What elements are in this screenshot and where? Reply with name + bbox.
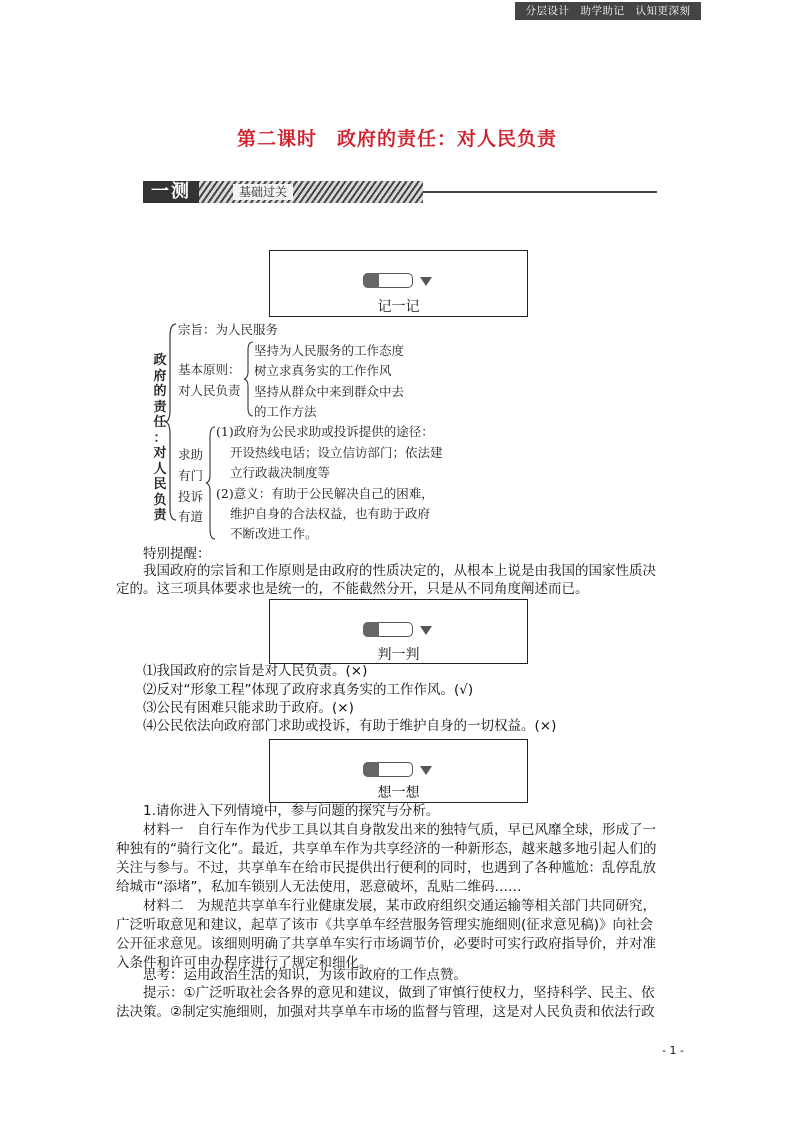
help-label-4: 有道 [178, 509, 204, 524]
help-5: 维护自身的合法权益，也有助于政府 [230, 506, 431, 521]
page-title: 第二课时 政府的责任：对人民负责 [236, 128, 557, 150]
judge-label: 判一判 [377, 647, 420, 663]
principle-brace-icon [244, 340, 254, 418]
triangle-down-icon [420, 766, 432, 775]
banner-divider [423, 191, 657, 193]
help-brace-icon [206, 425, 216, 541]
toggle-icon [363, 762, 413, 777]
principle-2: 树立求真务实的工作作风 [254, 363, 392, 378]
triangle-down-icon [420, 626, 432, 635]
help-label-2: 有门 [178, 468, 204, 483]
think-line-5: 给城市“添堵”，私加车锁别人无法使用，恶意破坏，乱贴二维码…… [116, 879, 522, 895]
judge-item-2: ⑵反对“形象工程”体现了政府求真务实的工作作风。(√) [143, 682, 474, 698]
triangle-down-icon [420, 277, 432, 286]
think-line-6: 材料二 为规范共享单车行业健康发展，某市政府组织交通运输等相关部门共同研究， [143, 898, 656, 914]
think-line-7: 广泛听取意见和建议，起草了该市《共享单车经营服务管理实施细则(征求意见稿)》向社会 [116, 917, 654, 933]
think-line-3: 种独有的“骑行文化”。最近，共享单车作为共享经济的一种新形态，越来越多地引起人们的 [116, 841, 657, 857]
think-label: 想一想 [377, 785, 420, 801]
banner-label-test: 一测 [143, 181, 199, 203]
remember-box [269, 250, 528, 317]
help-3: 立行政裁决制度等 [230, 465, 331, 480]
remember-label: 记一记 [377, 299, 420, 315]
diagram-tenet: 宗旨：为人民服务 [178, 322, 279, 337]
principle-1: 坚持为人民服务的工作态度 [254, 343, 405, 358]
principle-4: 的工作方法 [254, 404, 317, 419]
judge-box [269, 599, 528, 664]
toggle-icon [363, 622, 413, 637]
judge-item-3: ⑶公民有困难只能求助于政府。(×) [143, 700, 354, 716]
section-banner [143, 181, 701, 203]
think-line-12: 法决策。②制定实施细则，加强对共享单车市场的监督与管理，这是对人民负责和依法行政 [116, 1004, 655, 1020]
help-label-3: 投诉 [178, 489, 204, 504]
help-2: 开设热线电话；设立信访部门；依法建 [230, 445, 443, 460]
think-box [269, 739, 528, 803]
diagram-root: 政 府 的 责 任 ： 对 人 民 负 责 [153, 353, 167, 523]
judge-item-1: ⑴我国政府的宗旨是对人民负责。(×) [143, 663, 368, 679]
help-1: (1)政府为公民求助或投诉提供的途径： [216, 424, 434, 439]
judge-item-4: ⑷公民依法向政府部门求助或投诉，有助于维护自身的一切权益。(×) [143, 718, 557, 734]
special-line-2: 定的。这三项具体要求也是统一的，不能截然分开，只是从不同角度阐述而已。 [116, 581, 589, 597]
help-label-1: 求助 [178, 447, 204, 462]
think-line-2: 材料一 自行车作为代步工具以其自身散发出来的独特气质，早已风靡全球，形成了一 [143, 822, 656, 838]
help-4: (2)意义：有助于公民解决自己的困难， [216, 486, 434, 501]
think-line-9: 入条件和许可申办程序进行了规定和细化。 [116, 955, 373, 971]
banner-label-basic: 基础过关 [233, 184, 293, 200]
banner-tagline: 分层设计 助学助记 认知更深刻 [515, 2, 701, 20]
page-number: - 1 - [662, 1044, 684, 1057]
principle-label-1: 基本原则： [178, 362, 241, 377]
toggle-icon [363, 273, 413, 288]
principle-3: 坚持从群众中来到群众中去 [254, 384, 405, 399]
think-line-11: 提示：①广泛听取社会各界的意见和建议，做到了审慎行使权力，坚持科学、民主、依 [143, 985, 655, 1001]
think-line-8: 公开征求意见。该细则明确了共享单车实行市场调节价，必要时可实行政府指导价，并对准 [116, 936, 656, 952]
help-6: 不断改进工作。 [230, 526, 318, 541]
principle-label-2: 对人民负责 [178, 383, 241, 398]
banner-stripes [199, 181, 423, 203]
special-heading: 特别提醒： [143, 546, 211, 562]
think-line-1: 1.请你进入下列情境中，参与问题的探究与分析。 [143, 803, 440, 819]
think-line-4: 关注与参与。不过，共享单车在给市民提供出行便利的同时，也遇到了各种尴尬：乱停乱放 [116, 860, 656, 876]
main-brace-icon [166, 322, 178, 522]
special-line-1: 我国政府的宗旨和工作原则是由政府的性质决定的，从根本上说是由我国的国家性质决 [143, 563, 656, 579]
think-line-10: 思考：运用政治生活的知识，为该市政府的工作点赞。 [143, 967, 467, 983]
